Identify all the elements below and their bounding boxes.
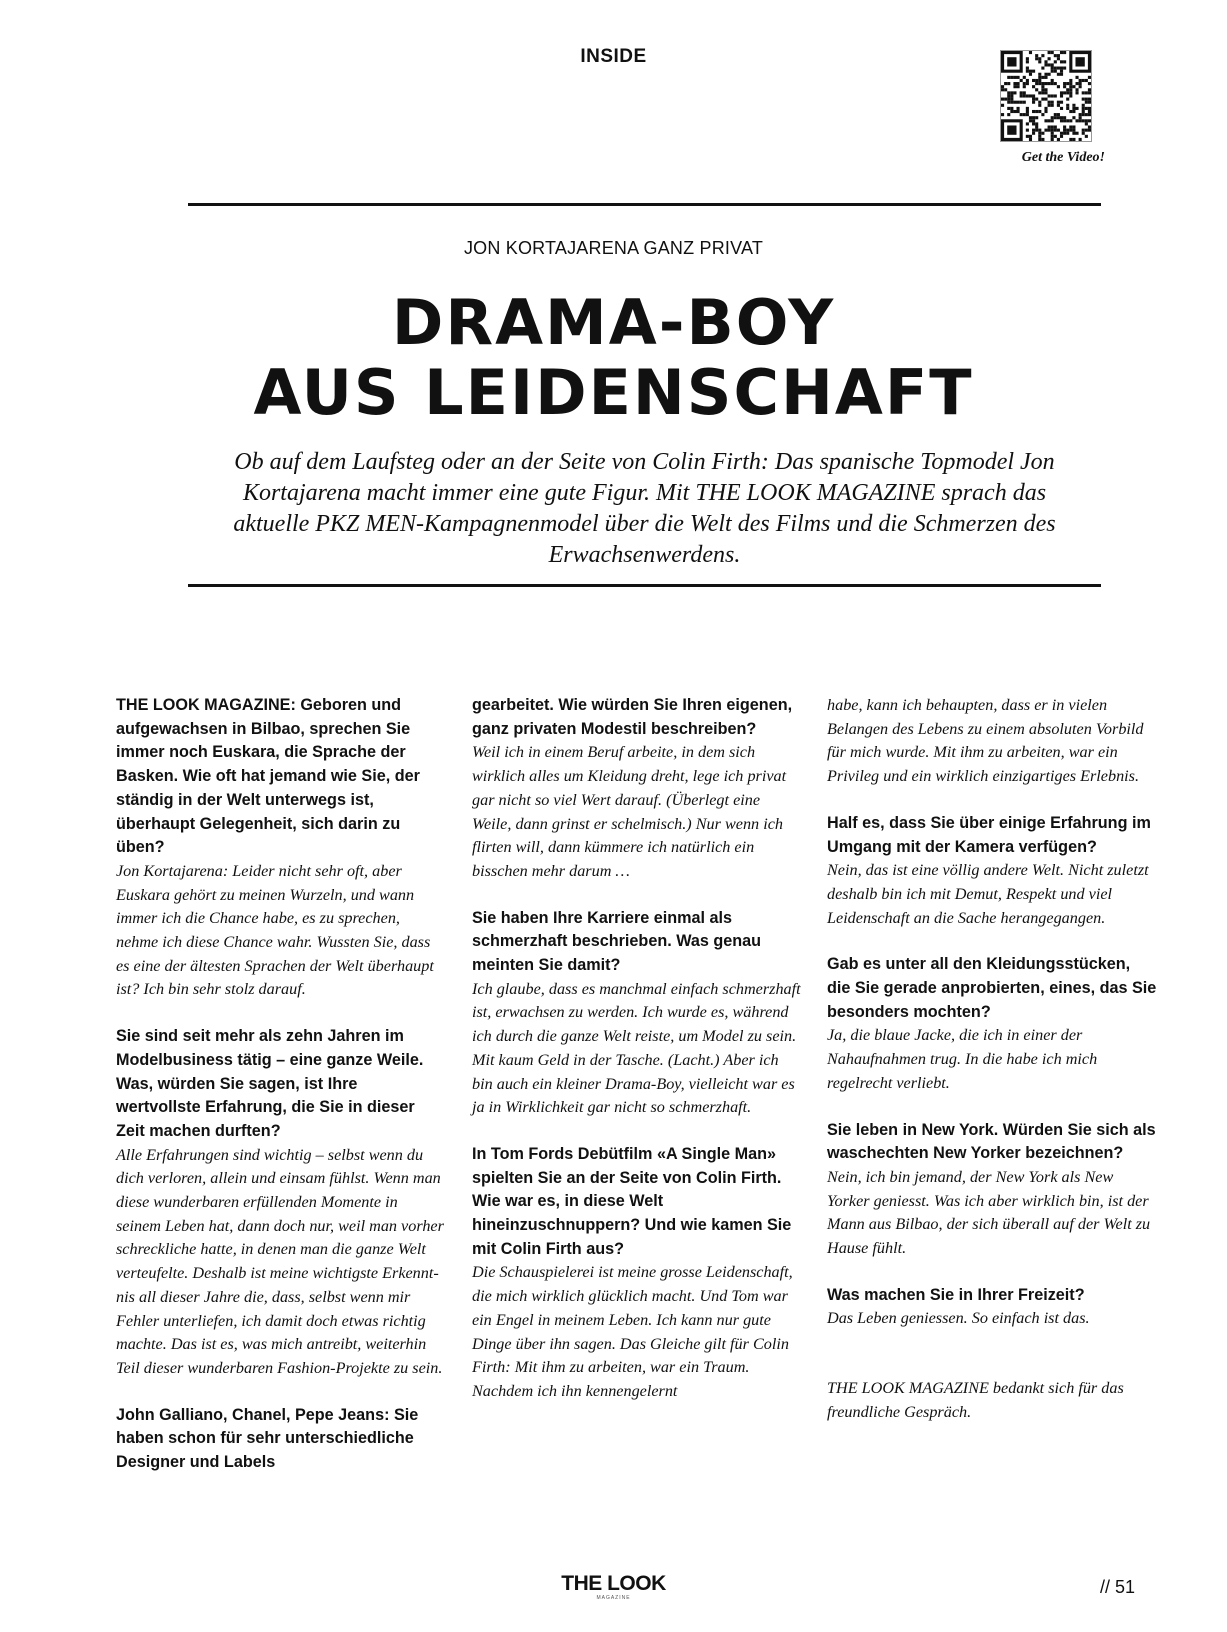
headline-line-1: DRAMA-BOY (391, 286, 836, 359)
section-label: INSIDE (580, 46, 647, 67)
qr-caption: Get the Video! (1021, 150, 1105, 165)
article-headline (0, 288, 1227, 428)
interview-answer: Die Schauspielerei ist meine grosse Leidenschaft, die mich wirklich glücklich macht. Und Tom war ein Engel in meinem Leben. Ich kann nur gute Dinge über ihn sagen. Das Gleiche gilt für Colin Firth: Mit ihm zu arbeiten, war ein Traum. Nachdem ich ihn kennengelernt (472, 1263, 793, 1400)
interview-answer: habe, kann ich behaupten, dass er in vielen Belangen des Lebens zu einem absoluten Vorbild für mich wurde. Mit ihm zu arbeiten, war ein Privileg und ein wirklich einzigartiges Erlebnis. (827, 696, 1144, 786)
interview-answer: Nein, das ist eine völlig andere Welt. Nicht zuletzt deshalb bin ich mit Demut, Respekt und viel Leidenschaft an die Sache herangegangen. (827, 861, 1149, 927)
text-column-3 (827, 694, 1157, 1425)
text-column-2 (472, 694, 802, 1404)
interview-answer: Ich glaube, dass es manchmal einfach schmerzhaft ist, erwachsen zu werden. Ich wurde es, während ich durch die ganze Welt reiste, um Model zu sein. Mit kaum Geld in der Tasche. (Lacht.) Aber ich bin auch ein kleiner Drama-Boy, vielleicht war es ja in Wirklichkeit gar nicht so schmerzhaft. (472, 979, 801, 1117)
interview-answer: Weil ich in einem Beruf arbeite, in dem sich wirklich alles um Kleidung dreht, lege ich privat gar nicht so viel Wert darauf. (Überlegt eine Weile, dann grinst er schelmisch.) Nur wenn ich flirten will, dann kümmere ich natürlich ein bisschen mehr darum … (472, 743, 787, 880)
interview-question: Was machen Sie in Ihrer Freizeit? (827, 1285, 1085, 1304)
interview-question: John Galliano, Chanel, Pepe Jeans: Sie haben schon für sehr unterschiedliche Designer und Labels (116, 1405, 419, 1472)
magazine-logo-sub: MAGAZINE (596, 1595, 631, 1601)
interview-question: Gab es unter all den Kleidungsstücken, die Sie gerade anprobierten, eines, das Sie besonders mochten? (827, 955, 1157, 1021)
qr-code[interactable] (1000, 50, 1092, 142)
interview-question: In Tom Fords Debütfilm «A Single Man» spielten Sie an der Seite von Colin Firth. Wie war es, in diese Welt hineinzuschnuppern? Und wie kamen Sie mit Colin Firth aus? (472, 1144, 792, 1258)
headline-line-2: AUS LEIDENSCHAFT (253, 356, 974, 429)
interview-answer: Jon Kortajarena: Leider nicht sehr oft, aber Euskara gehört zu meinen Wurzeln, und wann immer ich die Chance habe, es zu sprechen, nehme ich diese Chance wahr. Wussten Sie, dass es eine der ältesten Sprachen der Welt überhaupt ist? Ich bin sehr stolz darauf. (116, 861, 434, 999)
article-dek: Ob auf dem Laufsteg oder an der Seite von Colin Firth: Das spanische Topmodel Jon Kortajarena macht immer eine gute Figur. Mit THE LOOK MAGAZINE sprach das aktuelle PKZ MEN-Kampagnenmodel über die Welt des Films und die Schmerzen des Erwachsenwerdens. (233, 449, 1056, 568)
qr-code-graphic (1001, 51, 1091, 141)
interview-question: THE LOOK MAGAZINE: Geboren und aufgewachsen in Bilbao, sprechen Sie immer noch Euskara, die Sprache der Basken. Wie oft hat jemand wie Sie, der ständig in der Welt unterwegs ist, überhaupt Gelegenheit, sich darin zu üben? (116, 696, 420, 857)
closing-note: THE LOOK MAGAZINE bedankt sich für das freundliche Gespräch. (827, 1379, 1124, 1421)
interview-question: gearbeitet. Wie würden Sie Ihren eigenen, ganz privaten Modestil beschreiben? (472, 696, 793, 738)
magazine-logo: THE LOOK (561, 1572, 666, 1595)
page-number: // 51 (1100, 1577, 1136, 1597)
interview-question: Sie sind seit mehr als zehn Jahren im Modelbusiness tätig – eine ganze Weile. Was, würden Sie sagen, ist Ihre wertvollste Erfahrung, die Sie in dieser Zeit machen durften? (116, 1027, 424, 1140)
text-column-1 (116, 694, 446, 1475)
bottom-divider (188, 584, 1101, 587)
interview-answer: Alle Erfahrungen sind wichtig – selbst wenn du dich verloren, allein und einsam fühlst. Wenn man diese wunderbaren erfüllenden Momente in seinem Leben hat, dann doch nur, weil man vorher schreckliche hatte, in denen man die ganze Welt verteufelte. Deshalb ist meine wichtigste Erkenntnis all dieser Jahre die, dass, selbst wenn mir Fehler unterliefen, ich damit doch etwas richtig machte. Das ist es, was mich antreibt, weiterhin Teil dieser wunderbaren Fashion-Projekte zu sein. (116, 1145, 444, 1377)
interview-answer: Das Leben geniessen. So einfach ist das. (827, 1309, 1090, 1328)
interview-answer: Nein, ich bin jemand, der New York als New Yorker geniesst. Was ich aber wirklich bin, ist der Mann aus Bilbao, der sich überall auf der Welt zu Hause fühlt. (827, 1167, 1151, 1258)
interview-answer: Ja, die blaue Jacke, die ich in einer der Nahaufnahmen trug. In die habe ich mich regelrecht verliebt. (827, 1026, 1098, 1092)
interview-question: Sie leben in New York. Würden Sie sich als waschechten New Yorker bezeichnen? (827, 1120, 1156, 1163)
top-divider (188, 203, 1101, 206)
interview-question: Sie haben Ihre Karriere einmal als schmerzhaft beschrieben. Was genau meinten Sie damit? (472, 908, 762, 975)
interview-question: Half es, dass Sie über einige Erfahrung im Umgang mit der Kamera verfügen? (827, 813, 1151, 856)
article-kicker: JON KORTAJARENA GANZ PRIVAT (463, 238, 764, 258)
